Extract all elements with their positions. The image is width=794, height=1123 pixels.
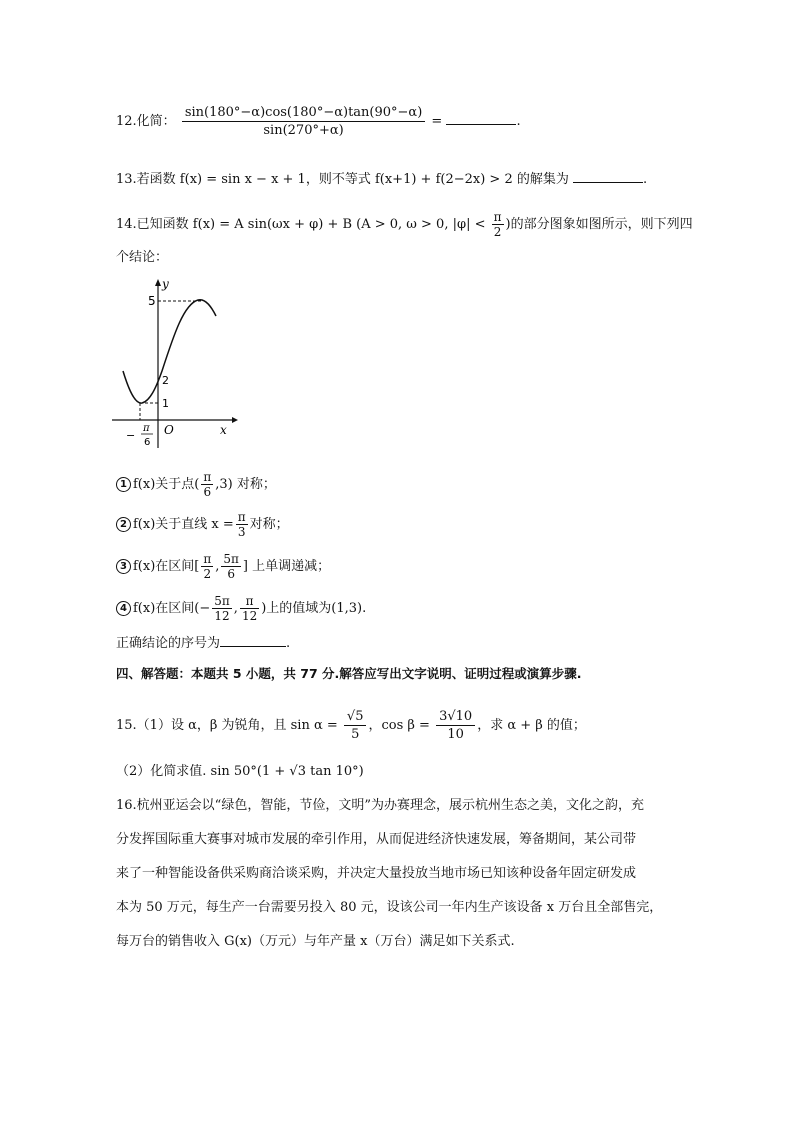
s3-text-b: ] 上单调递减； bbox=[242, 559, 331, 574]
s4-text-b: )上的值域为(1,3). bbox=[261, 601, 367, 616]
question-14-line1 bbox=[116, 210, 693, 239]
s4-frac1-den: 12 bbox=[214, 609, 230, 623]
s2-text-b: 对称； bbox=[249, 517, 289, 532]
statement-1 bbox=[116, 470, 276, 499]
s3-frac2-num: 5π bbox=[223, 552, 239, 566]
s2-text-a: f(x)关于直线 x = bbox=[133, 517, 234, 532]
s4-fraction-1 bbox=[212, 594, 232, 623]
x-axis-arrow-icon bbox=[232, 417, 238, 423]
s4-fraction-2 bbox=[240, 594, 259, 623]
q14-answer-label: 正确结论的序号为 bbox=[116, 636, 221, 651]
q12-denominator: sin(270°+α) bbox=[263, 123, 344, 138]
section-heading bbox=[116, 664, 582, 684]
q15-text-a: 15.（1）设 α，β 为锐角，且 sin α = bbox=[116, 718, 338, 733]
statement-2 bbox=[116, 510, 289, 539]
question-15-part2 bbox=[116, 762, 364, 782]
function-graph bbox=[108, 276, 238, 456]
q14-phi-bound bbox=[492, 210, 504, 239]
q14-answer-end: . bbox=[286, 636, 291, 651]
circled-1-icon: 1 bbox=[116, 477, 131, 492]
tick-label-2: 2 bbox=[162, 374, 169, 387]
s1-text-a: f(x)关于点( bbox=[133, 477, 200, 492]
q15-frac1-den: 5 bbox=[351, 727, 360, 742]
q13-end: . bbox=[643, 172, 648, 187]
y-axis-label: y bbox=[162, 277, 169, 291]
x-axis-label: x bbox=[220, 423, 227, 437]
tick-label-minus: − bbox=[126, 429, 136, 442]
q12-equals: = bbox=[431, 114, 443, 129]
s3-text-a: f(x)在区间[ bbox=[133, 559, 200, 574]
tick-label-1: 1 bbox=[162, 397, 169, 410]
q14-text-a: 14.已知函数 f(x) = A sin(ωx + φ) + B (A > 0, ω > 0, |φ| < bbox=[116, 217, 486, 232]
s4-text-a: f(x)在区间(− bbox=[133, 601, 211, 616]
s1-frac-num: π bbox=[203, 470, 212, 484]
q15-frac2-num: 3√10 bbox=[436, 708, 475, 726]
s2-frac-num: π bbox=[237, 510, 246, 524]
q12-fraction bbox=[182, 104, 425, 139]
q12-label: 12.化简： bbox=[116, 114, 176, 129]
q14-text-line2: 个结论： bbox=[116, 250, 169, 265]
q15-fraction-1 bbox=[344, 708, 367, 743]
q13-text: 13.若函数 f(x) = sin x − x + 1，则不等式 f(x+1) + f(2−2x) > 2 的解集为 bbox=[116, 172, 569, 187]
circled-4-icon: 4 bbox=[116, 601, 131, 616]
q14-pi-num: π bbox=[493, 210, 502, 224]
s3-frac2-den: 6 bbox=[227, 567, 235, 581]
s3-fraction-1 bbox=[201, 552, 213, 581]
s1-frac-den: 6 bbox=[203, 485, 212, 499]
tick-label-5: 5 bbox=[148, 294, 156, 308]
s3-fraction-2 bbox=[221, 552, 241, 581]
statement-4: 4 f(x)在区间(− $\frac{5\pi}{12}$ , $\frac{\pi}{12}$ )上的值域为(1,3). bbox=[116, 594, 366, 623]
question-12 bbox=[116, 104, 521, 139]
q15-part2-text: （2）化简求值. sin 50°(1 + √3 tan 10°) bbox=[116, 764, 364, 779]
q15-frac2-den: 10 bbox=[447, 727, 464, 742]
s4-frac1-num: 5π bbox=[214, 594, 230, 608]
circled-2-icon: 2 bbox=[116, 517, 131, 532]
q16-line: 本为 50 万元，每生产一台需要另投入 80 元，设该公司一年内生产该设备 x 万台且全部售完， bbox=[116, 900, 663, 915]
q12-end: . bbox=[516, 114, 521, 129]
q16-line: 每万台的销售收入 G(x)（万元）与年产量 x（万台）满足如下关系式. bbox=[116, 934, 515, 949]
q15-fraction-2 bbox=[436, 708, 475, 743]
y-axis-arrow-icon bbox=[155, 279, 161, 286]
q14-text-b: )的部分图象如图所示，则下列四 bbox=[505, 217, 693, 232]
s3-frac1-den: 2 bbox=[203, 567, 212, 581]
s2-fraction bbox=[236, 510, 248, 539]
circled-3-icon: 3 bbox=[116, 559, 131, 574]
tick-label-pi: π bbox=[143, 423, 150, 434]
origin-label: O bbox=[164, 423, 174, 437]
s4-frac2-den: 12 bbox=[241, 609, 258, 623]
q12-answer-blank[interactable] bbox=[446, 110, 516, 125]
q13-answer-blank[interactable] bbox=[573, 168, 643, 183]
q16-line: 分发挥国际重大赛事对城市发展的牵引作用，从而促进经济快速发展，筹备期间，某公司带 bbox=[116, 832, 637, 847]
q15-text-c: ，求 α + β 的值； bbox=[477, 718, 586, 733]
s2-frac-den: 3 bbox=[237, 525, 246, 539]
s4-frac2-num: π bbox=[240, 594, 259, 609]
q14-answer-line bbox=[116, 632, 290, 654]
q16-line: 16.杭州亚运会以“绿色，智能，节俭，文明”为办赛理念，展示杭州生态之美，文化之韵，充 bbox=[116, 798, 644, 813]
s1-fraction bbox=[201, 470, 213, 499]
q16-line: 来了一种智能设备供采购商洽谈采购，并决定大量投放当地市场已知该种设备年固定研发成 bbox=[116, 866, 637, 881]
q12-numerator: sin(180°−α)cos(180°−α)tan(90°−α) bbox=[182, 104, 425, 122]
question-15-part1 bbox=[116, 708, 586, 743]
question-13 bbox=[116, 168, 647, 190]
q14-answer-blank[interactable] bbox=[220, 632, 286, 647]
section-heading-text: 四、解答题：本题共 5 小题，共 77 分.解答应写出文字说明、证明过程或演算步骤. bbox=[116, 666, 582, 681]
q15-text-b: ，cos β = bbox=[368, 718, 430, 733]
s1-text-b: ,3) 对称； bbox=[215, 477, 276, 492]
q15-frac1-num: √5 bbox=[344, 708, 367, 726]
question-14-line2 bbox=[116, 248, 168, 268]
tick-label-6: 6 bbox=[144, 437, 151, 448]
statement-3: 3 f(x)在区间[ $\frac{\pi}{2}$ , $\frac{5\pi}{6}$ ] 上单调递减； bbox=[116, 552, 330, 581]
sine-curve bbox=[123, 300, 216, 403]
s3-frac1-num: π bbox=[203, 552, 212, 566]
q14-pi-den: 2 bbox=[493, 225, 502, 239]
